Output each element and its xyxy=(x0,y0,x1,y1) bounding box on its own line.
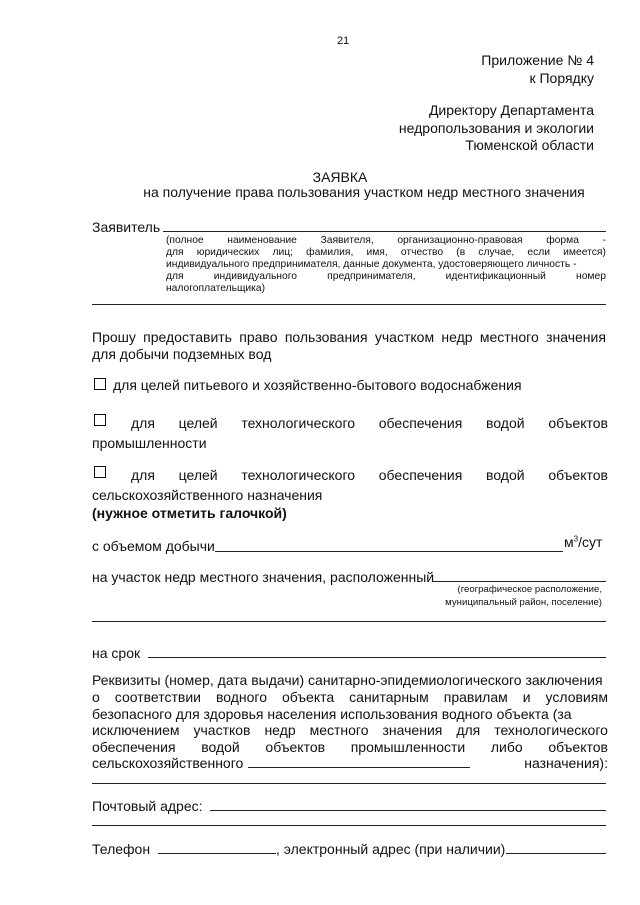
postal-field[interactable] xyxy=(210,810,606,811)
applicant-field-extra[interactable] xyxy=(92,304,606,305)
requisites-line-5: обеспечения водой объектов промышленности либо объектов xyxy=(92,739,608,755)
location-label: на участок недр местного значения, расположенный xyxy=(92,569,435,585)
addressee-line-2: недропользования и экологии xyxy=(398,120,594,136)
requisites-line-3: безопасного для здоровья населения использования водного объекта (за xyxy=(92,706,572,722)
requisites-field-extra[interactable] xyxy=(92,783,606,784)
requisites-line-4: исключением участков недр местного значения для технологического xyxy=(92,722,608,738)
request-line-2: для добычи подземных вод xyxy=(92,346,272,362)
option-industry-line-1: для целей технологического обеспечения водой объектов xyxy=(131,415,608,431)
phone-field[interactable] xyxy=(158,853,276,854)
requisites-field[interactable] xyxy=(248,767,470,768)
postal-field-extra[interactable] xyxy=(92,825,606,826)
applicant-hint-line-2: для юридических лиц; фамилия, имя, отчество (в случае, если имеется) xyxy=(166,247,606,258)
applicant-hint-line-3: индивидуального предпринимателя, данные документа, удостоверяющего личность - xyxy=(166,259,577,270)
option-industry-line-2: промышленности xyxy=(92,435,207,451)
option-industry-checkbox[interactable] xyxy=(94,414,106,426)
location-hint-line-2: муниципальный район, поселение) xyxy=(445,597,602,608)
location-field-extra[interactable] xyxy=(92,621,606,622)
page-number: 21 xyxy=(337,35,350,47)
option-drinking-checkbox[interactable] xyxy=(94,378,106,390)
volume-unit: $м^3$/сут xyxy=(564,534,603,550)
requisites-line-2: о соответствии водного объекта санитарным правилам и условиям xyxy=(92,689,608,705)
appendix-ref: к Порядку xyxy=(529,70,594,86)
volume-label: с объемом добычи xyxy=(92,538,215,554)
option-agriculture-checkbox[interactable] xyxy=(94,466,106,478)
applicant-label: Заявитель xyxy=(92,219,161,235)
applicant-hint-line-1: (полное наименование Заявителя, организационно-правовая форма - xyxy=(166,235,606,246)
applicant-field[interactable] xyxy=(163,231,606,232)
request-line-1: Прошу предоставить право пользования участком недр местного значения xyxy=(92,329,606,345)
postal-label: Почтовый адрес: xyxy=(92,798,203,814)
addressee-line-1: Директору Департамента xyxy=(428,102,594,118)
mark-note: (нужное отметить галочкой) xyxy=(92,505,287,521)
requisites-line-6-left: сельскохозяйственного xyxy=(92,755,244,771)
phone-label: Телефон xyxy=(92,841,151,857)
email-label: , электронный адрес (при наличии) xyxy=(276,841,506,857)
applicant-hint-line-4: для индивидуального предпринимателя, идентификационный номер xyxy=(166,271,606,282)
option-agriculture-line-2: сельскохозяйственного назначения xyxy=(92,487,323,503)
form-subtitle: на получение права пользования участком недр местного значения xyxy=(143,184,585,200)
addressee-line-3: Тюменской области xyxy=(465,137,594,153)
requisites-line-6-right: назначения): xyxy=(524,755,608,771)
term-label: на срок xyxy=(92,645,141,661)
location-hint-line-1: (географическое расположение, xyxy=(457,584,602,595)
option-agriculture-line-1: для целей технологического обеспечения водой объектов xyxy=(131,467,608,483)
requisites-line-1: Реквизиты (номер, дата выдачи) санитарно-эпидемиологического заключения xyxy=(92,672,603,688)
form-title: ЗАЯВКА xyxy=(312,169,368,185)
option-drinking-label: для целей питьевого и хозяйственно-бытового водоснабжения xyxy=(113,377,522,393)
volume-field[interactable] xyxy=(215,551,563,552)
applicant-hint-line-5: налогоплательщика) xyxy=(166,283,266,294)
appendix-label: Приложение № 4 xyxy=(481,52,594,68)
term-field[interactable] xyxy=(148,657,606,658)
email-field[interactable] xyxy=(506,853,606,854)
location-field[interactable] xyxy=(432,581,606,582)
